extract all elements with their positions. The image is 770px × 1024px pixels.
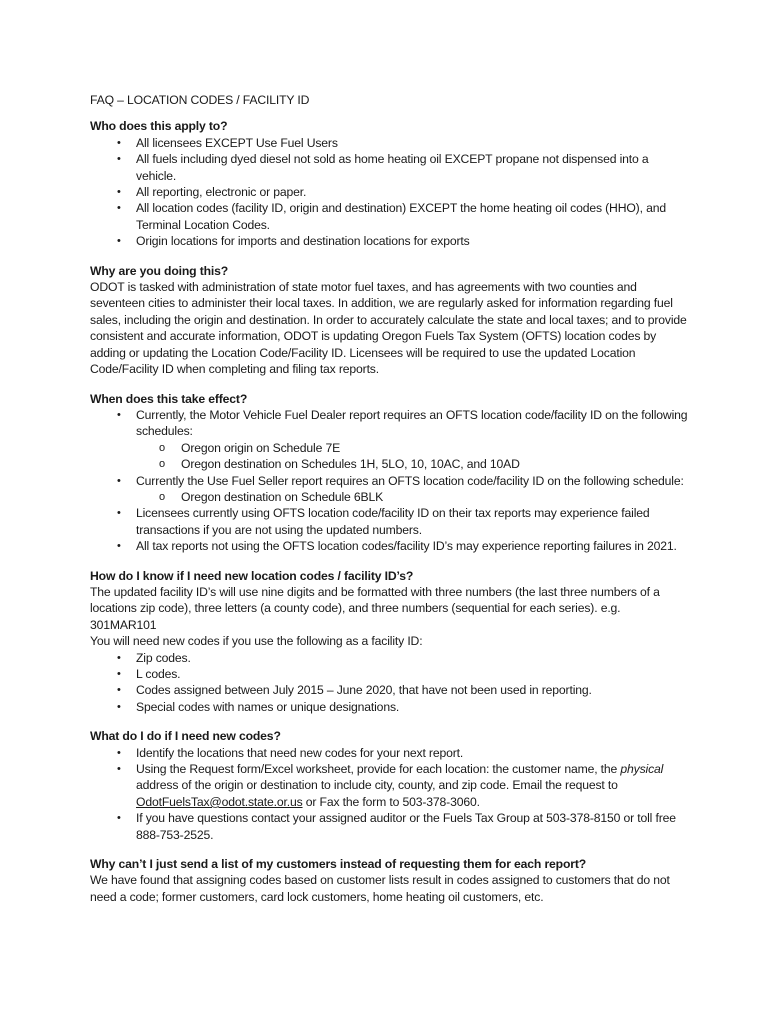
list-item-text: Using the Request form/Excel worksheet, provide for each location: the customer name, the	[136, 762, 621, 777]
section-what-do	[90, 728, 690, 843]
section-customer-list	[90, 856, 690, 905]
list-item: • All licensees EXCEPT Use Fuel Users	[90, 135, 690, 151]
list-item: • If you have questions contact your assigned auditor or the Fuels Tax Group at 503-378-8150 or toll free 888-753-2525.	[90, 810, 690, 843]
section-why	[90, 263, 690, 378]
heading-who-applies: Who does this apply to?	[90, 119, 228, 134]
section-when	[90, 391, 690, 555]
section-who-applies	[90, 118, 690, 249]
heading-why: Why are you doing this?	[90, 263, 229, 278]
list-item: • All reporting, electronic or paper.	[90, 184, 690, 200]
sub-list-item: o Oregon destination on Schedule 6BLK	[136, 489, 690, 505]
heading-when: When does this take effect?	[90, 391, 248, 406]
sub-list-item: o Oregon origin on Schedule 7E	[136, 440, 690, 456]
how-know-list	[90, 650, 690, 716]
document-page	[90, 92, 690, 918]
list-item-text: or Fax the form to 503-378-3060.	[302, 794, 480, 809]
list-item	[90, 407, 690, 473]
list-item: • Zip codes.	[90, 650, 690, 666]
list-item: • All tax reports not using the OFTS location codes/facility ID’s may experience reporting failures in 2021.	[90, 538, 690, 554]
heading-how-know: How do I know if I need new location codes / facility ID’s?	[90, 568, 414, 583]
emphasis-text: physical	[620, 762, 664, 777]
list-item: • Codes assigned between July 2015 – June 2020, that have not been used in reporting.	[90, 682, 690, 698]
why-paragraph: ODOT is tasked with administration of state motor fuel taxes, and has agreements with two counties and seventeen cities to administer their local taxes. In addition, we are regularly asked for information regarding fuel sales, including the origin and destination. In order to accurately calculate the state and local taxes; and to provide consistent and accurate information, ODOT is updating Oregon Fuels Tax System (OFTS) location codes by adding or updating the Location Code/Facility ID. Licensees will be required to use the updated Location Code/Facility ID when completing and filing tax reports.	[90, 280, 687, 377]
list-item-text: Currently the Use Fuel Seller report requires an OFTS location code/facility ID on the following schedule:	[136, 473, 684, 488]
section-how-know	[90, 568, 690, 716]
how-know-paragraph-2: You will need new codes if you use the following as a facility ID:	[90, 634, 423, 649]
sub-list	[136, 489, 690, 505]
list-item: • L codes.	[90, 666, 690, 682]
list-item: • Identify the locations that need new codes for your next report.	[90, 745, 690, 761]
heading-what-do: What do I do if I need new codes?	[90, 729, 281, 744]
list-item-text: address of the origin or destination to include city, county, and zip code. Email the request to	[136, 778, 618, 793]
sub-list-item: o Oregon destination on Schedules 1H, 5LO, 10, 10AC, and 10AD	[136, 456, 690, 472]
list-item-text: Currently, the Motor Vehicle Fuel Dealer report requires an OFTS location code/facility ID on the following schedules:	[136, 407, 688, 439]
list-item: • Special codes with names or unique designations.	[90, 699, 690, 715]
apply-list	[90, 135, 690, 250]
heading-customer-list: Why can’t I just send a list of my customers instead of requesting them for each report?	[90, 857, 587, 872]
when-list	[90, 407, 690, 555]
list-item: • Licensees currently using OFTS location code/facility ID on their tax reports may experience failed transactions if you are not using the updated numbers.	[90, 505, 690, 538]
email-link[interactable]: OdotFuelsTax@odot.state.or.us	[136, 794, 303, 809]
list-item: • Origin locations for imports and destination locations for exports	[90, 233, 690, 249]
sub-list	[136, 440, 690, 473]
list-item: • All location codes (facility ID, origin and destination) EXCEPT the home heating oil codes (HHO), and Terminal Location Codes.	[90, 200, 690, 233]
document-title: FAQ – LOCATION CODES / FACILITY ID	[90, 93, 310, 107]
customer-list-paragraph: We have found that assigning codes based on customer lists result in codes assigned to customers that do not need a code; former customers, card lock customers, home heating oil customers, etc.	[90, 873, 670, 904]
what-do-list	[90, 745, 690, 843]
list-item: • All fuels including dyed diesel not sold as home heating oil EXCEPT propane not dispensed into a vehicle.	[90, 151, 690, 184]
list-item	[90, 473, 690, 506]
how-know-paragraph: The updated facility ID’s will use nine digits and be formatted with three numbers (the last three numbers of a locations zip code), three letters (a county code), and three numbers (sequential for each series). e.g. 301MAR101	[90, 584, 660, 632]
list-item	[90, 761, 690, 810]
